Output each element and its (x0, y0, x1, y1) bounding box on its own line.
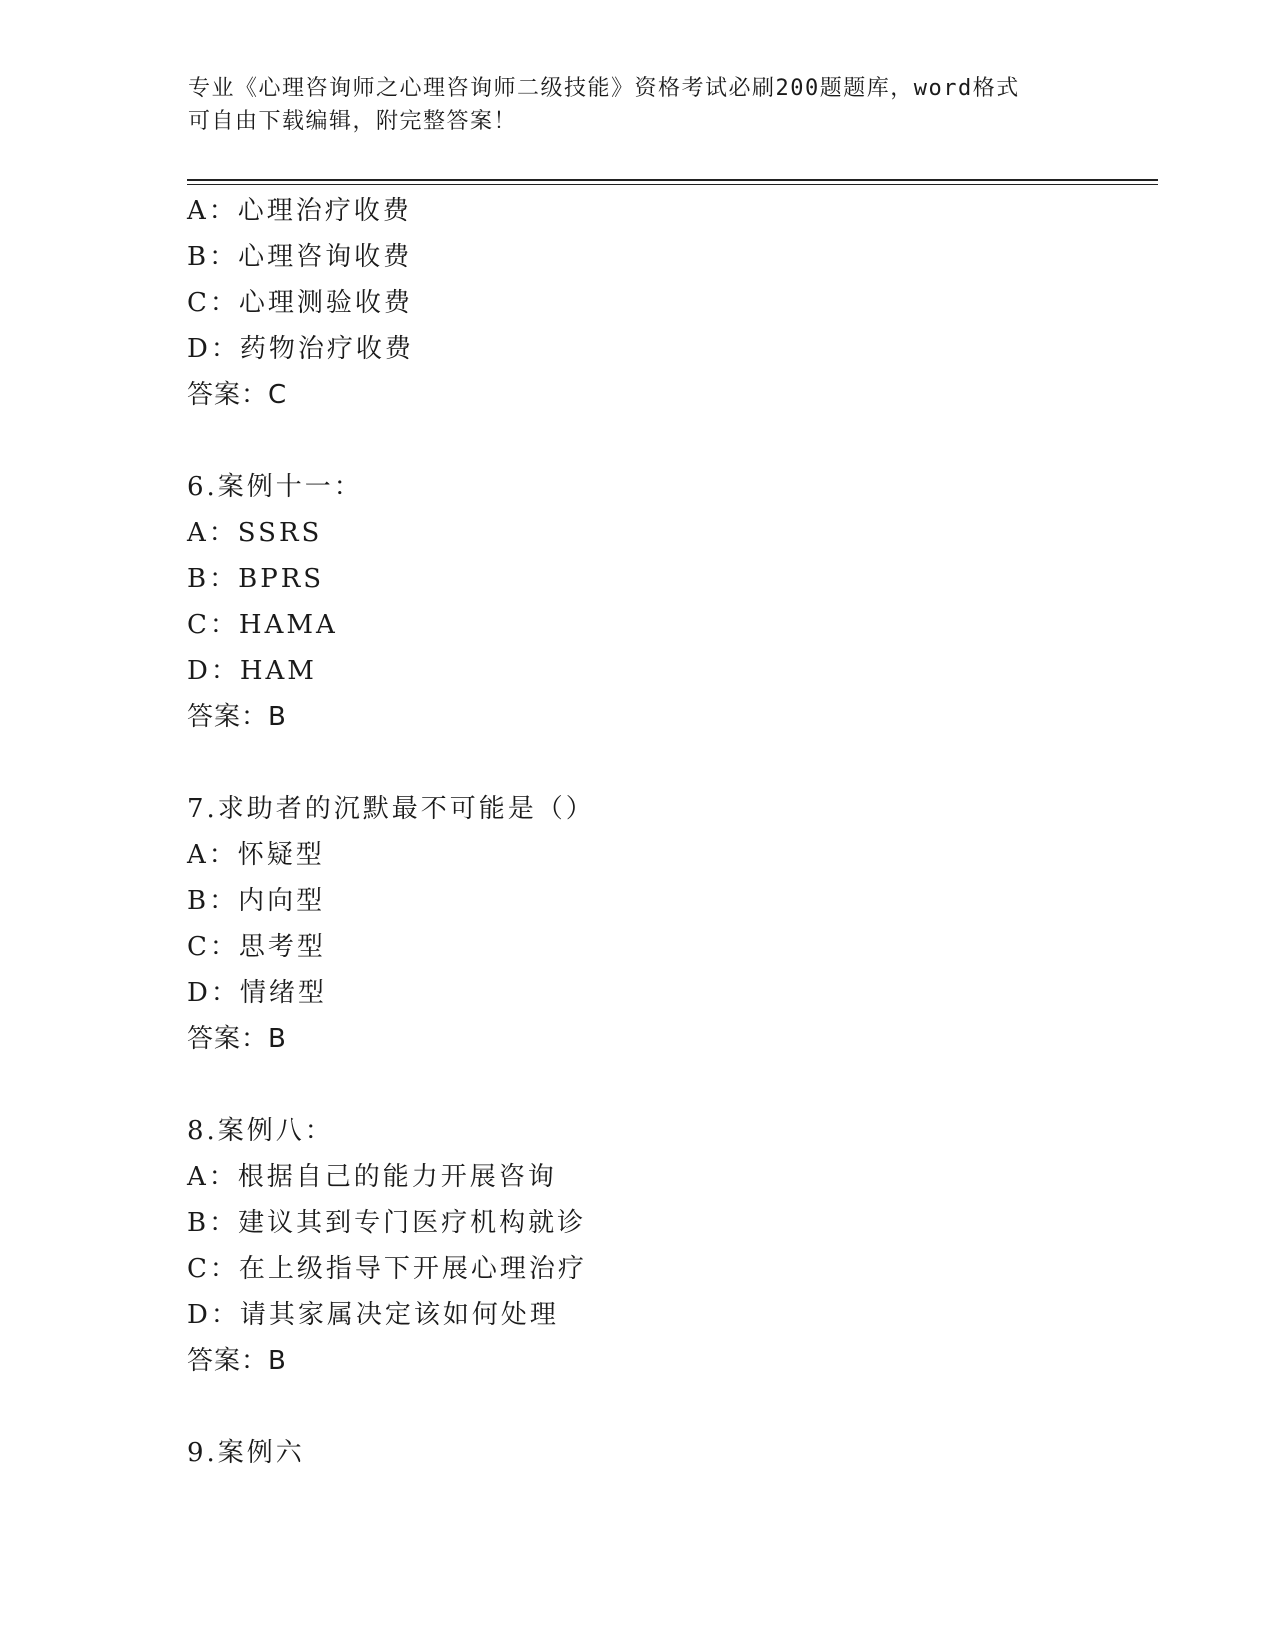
option-c: C：在上级指导下开展心理治疗 (187, 1254, 587, 1284)
spacer (187, 740, 1158, 786)
question-text: 6.案例十一： (187, 472, 363, 502)
document-header (188, 72, 1068, 138)
option-b: B：内向型 (187, 886, 326, 916)
option-d: D：请其家属决定该如何处理 (187, 1300, 559, 1330)
option-c: C：心理测验收费 (187, 288, 413, 318)
header-line-2: 可自由下载编辑，附完整答案！ (188, 109, 518, 134)
option-b: B：心理咨询收费 (187, 242, 413, 272)
question-block (187, 1108, 1158, 1384)
header-divider-thick (187, 179, 1158, 181)
question-text: 7.求助者的沉默最不可能是（） (187, 794, 595, 824)
option-a: A：SSRS (187, 518, 323, 548)
option-d: D：情绪型 (187, 978, 327, 1008)
question-text: 8.案例八： (187, 1116, 334, 1146)
question-block (187, 786, 1158, 1062)
spacer (187, 418, 1158, 464)
spacer (187, 1384, 1158, 1430)
answer: 答案：B (187, 1346, 287, 1376)
option-c: C：思考型 (187, 932, 326, 962)
option-b: B：建议其到专门医疗机构就诊 (187, 1208, 587, 1238)
header-line-1: 专业《心理咨询师之心理咨询师二级技能》资格考试必刷200题题库，word格式 (188, 76, 1020, 101)
option-a: A：怀疑型 (187, 840, 325, 870)
answer: 答案：C (187, 380, 288, 410)
question-block (187, 1430, 1158, 1476)
question-list (187, 188, 1158, 1476)
option-c: C：HAMA (187, 610, 338, 640)
option-a: A：心理治疗收费 (187, 196, 412, 226)
header-divider-thin (187, 184, 1158, 185)
question-text: 9.案例六 (187, 1438, 305, 1468)
option-b: B：BPRS (187, 564, 325, 594)
option-a: A：根据自己的能力开展咨询 (187, 1162, 557, 1192)
option-d: D：HAM (187, 656, 317, 686)
question-block (187, 464, 1158, 740)
answer: 答案：B (187, 702, 287, 732)
question-block (187, 188, 1158, 418)
option-d: D：药物治疗收费 (187, 334, 414, 364)
answer: 答案：B (187, 1024, 287, 1054)
spacer (187, 1062, 1158, 1108)
